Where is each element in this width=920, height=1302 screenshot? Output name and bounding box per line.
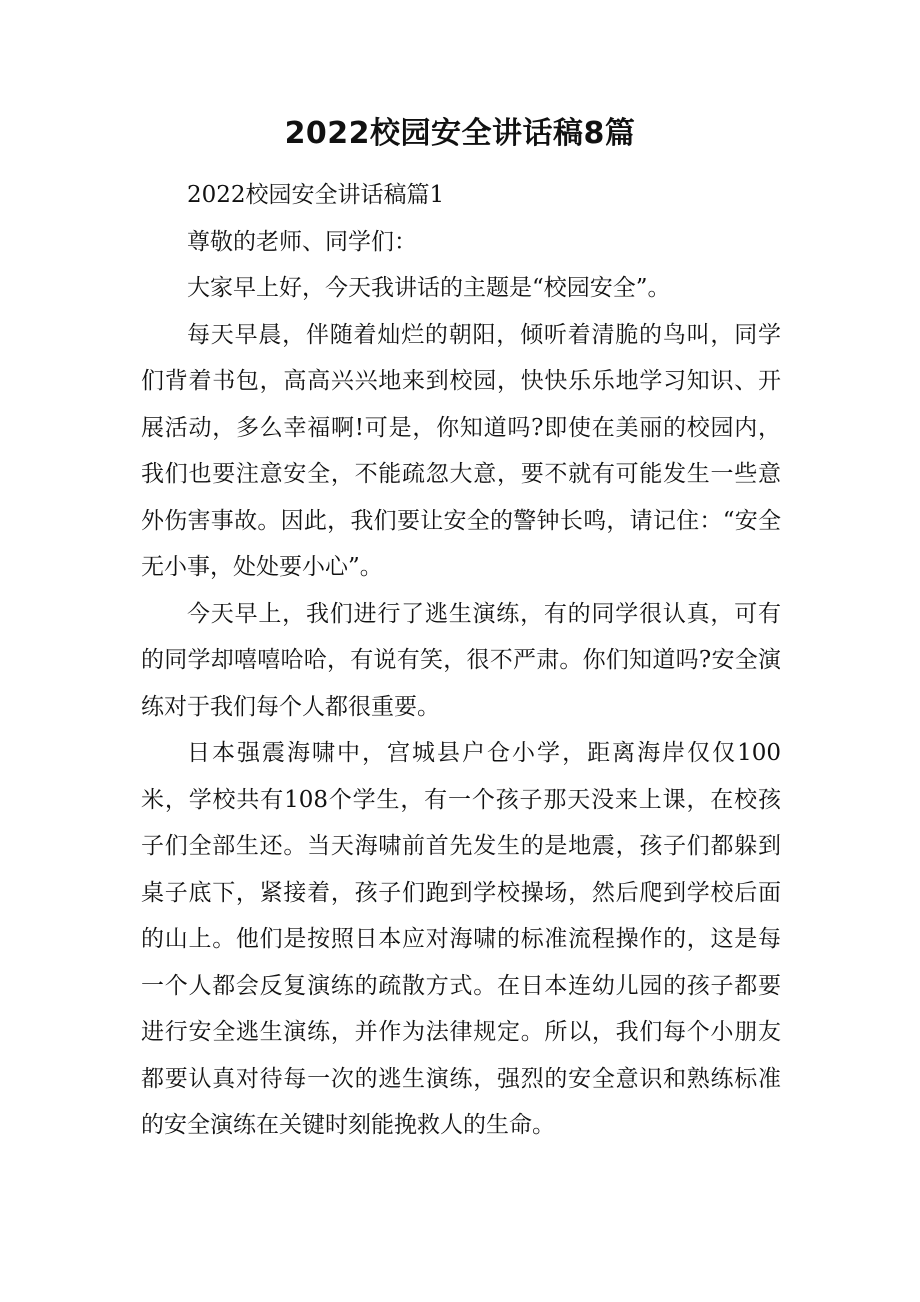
body-paragraph: 每天早晨，伴随着灿烂的朝阳，倾听着清脆的鸟叫，同学们背着书包，高高兴兴地来到校园，快快乐乐地学习知识、开展活动，多么幸福啊!可是，你知道吗?即使在美丽的校园内，我们也要注意安全，不能疏忽大意，要不就有可能发生一些意外伤害事故。因此，我们要让安全的警钟长鸣，请记住：“安全无小事，处处要小心”。 [141, 321, 781, 580]
body-paragraph: 大家早上好，今天我讲话的主题是“校园安全”。 [187, 275, 671, 301]
salutation: 尊敬的老师、同学们： [187, 228, 417, 255]
section-heading: 2022校园安全讲话稿篇1 [187, 182, 445, 208]
body-paragraph: 今天早上，我们进行了逃生演练，有的同学很认真，可有的同学却嘻嘻哈哈，有说有笑，很不严肃。你们知道吗?安全演练对于我们每个人都很重要。 [141, 600, 781, 720]
document-title: 2022校园安全讲话稿8篇 [284, 116, 636, 151]
body-paragraph: 日本强震海啸中，宫城县户仓小学，距离海岸仅仅100米，学校共有108个学生，有一个孩子那天没来上课，在校孩子们全部生还。当天海啸前首先发生的是地震，孩子们都躲到桌子底下，紧接着，孩子们跑到学校操场，然后爬到学校后面的山上。他们是按照日本应对海啸的标准流程操作的，这是每一个人都会反复演练的疏散方式。在日本连幼儿园的孩子都要进行安全逃生演练，并作为法律规定。所以，我们每个小朋友都要认真对待每一次的逃生演练，强烈的安全意识和熟练标准的安全演练在关键时刻能挽救人的生命。 [141, 740, 781, 1138]
document-body [141, 172, 781, 1149]
